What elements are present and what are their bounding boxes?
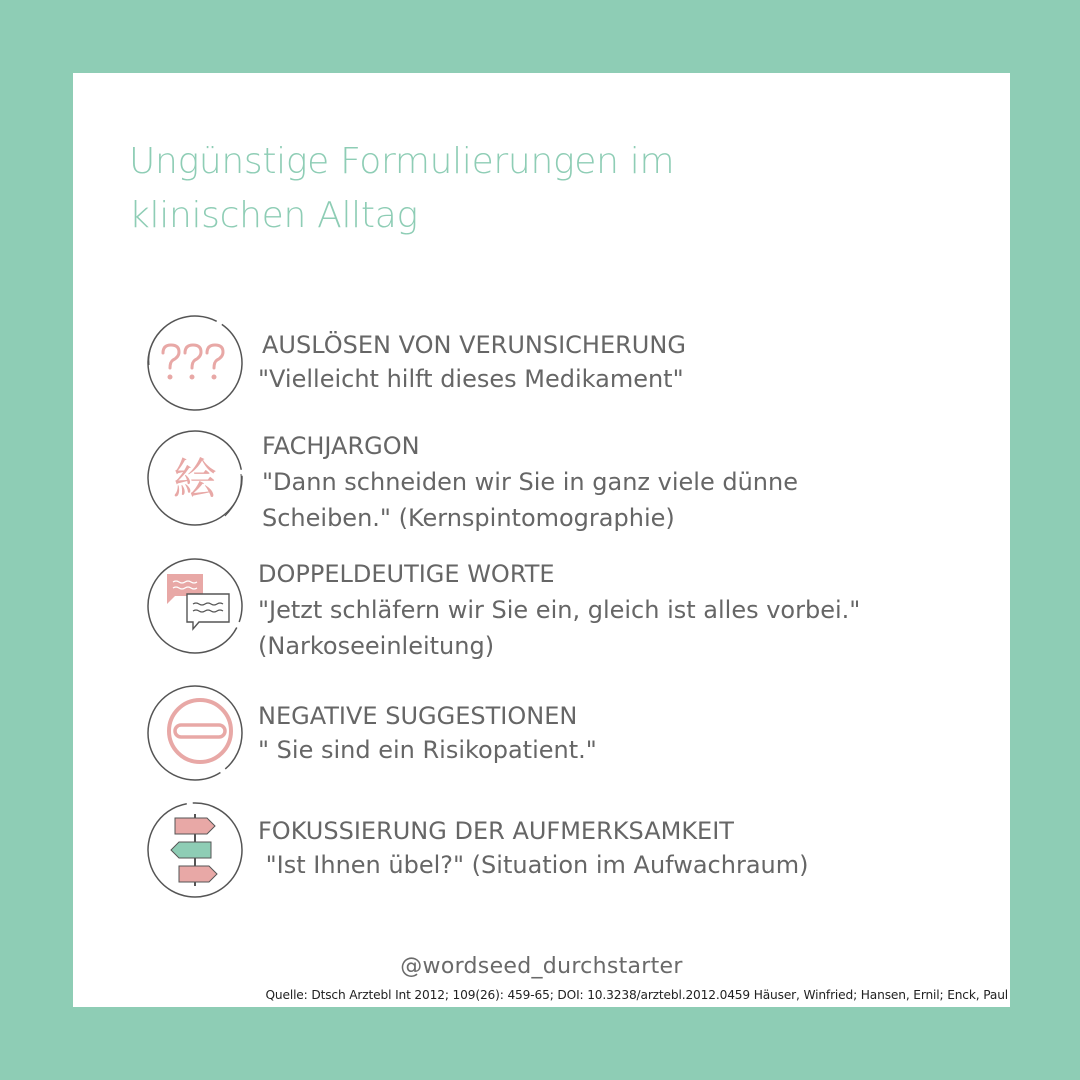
item-text	[262, 428, 798, 536]
social-handle: @wordseed_durchstarter	[400, 954, 683, 979]
item-line: "Jetzt schläfern wir Sie ein, gleich ist alles vorbei."	[258, 596, 861, 624]
item-line: "Dann schneiden wir Sie in ganz viele dünne	[262, 468, 798, 496]
item-heading: FOKUSSIERUNG DER AUFMERKSAMKEIT	[258, 817, 734, 845]
item-line: "Ist Ihnen übel?" (Situation im Aufwachraum)	[258, 851, 809, 879]
question-marks-icon	[145, 313, 245, 413]
title-line-1: Ungünstige Formulierungen im	[129, 141, 675, 182]
item-line: Scheiben." (Kernspintomographie)	[262, 504, 675, 532]
item-heading: NEGATIVE SUGGESTIONEN	[258, 702, 578, 730]
item-line: " Sie sind ein Risikopatient."	[258, 736, 597, 764]
item-heading: DOPPELDEUTIGE WORTE	[258, 560, 555, 588]
speech-bubbles-icon	[145, 556, 245, 656]
item-heading: AUSLÖSEN VON VERUNSICHERUNG	[262, 331, 686, 359]
minus-sign-icon	[145, 683, 245, 783]
item-text	[258, 699, 597, 767]
item-text	[258, 814, 808, 882]
signpost-icon	[145, 800, 245, 900]
item-text	[258, 556, 860, 664]
item-heading: FACHJARGON	[262, 432, 420, 460]
source-citation: Quelle: Dtsch Arztebl Int 2012; 109(26): 459-65; DOI: 10.3238/arztebl.2012.0459 Häuser, Winfried; Hansen, Ernil; Enck, Paul	[265, 988, 1008, 1002]
page-title	[129, 135, 829, 243]
content-card	[73, 73, 1010, 1007]
item-line: "Vielleicht hilft dieses Medikament"	[258, 365, 684, 393]
item-text	[258, 328, 686, 396]
title-line-2: klinischen Alltag	[129, 195, 418, 236]
item-line: (Narkoseeinleitung)	[258, 632, 495, 660]
kanji-glyph: 絵	[173, 454, 217, 505]
kanji-icon	[145, 428, 245, 528]
